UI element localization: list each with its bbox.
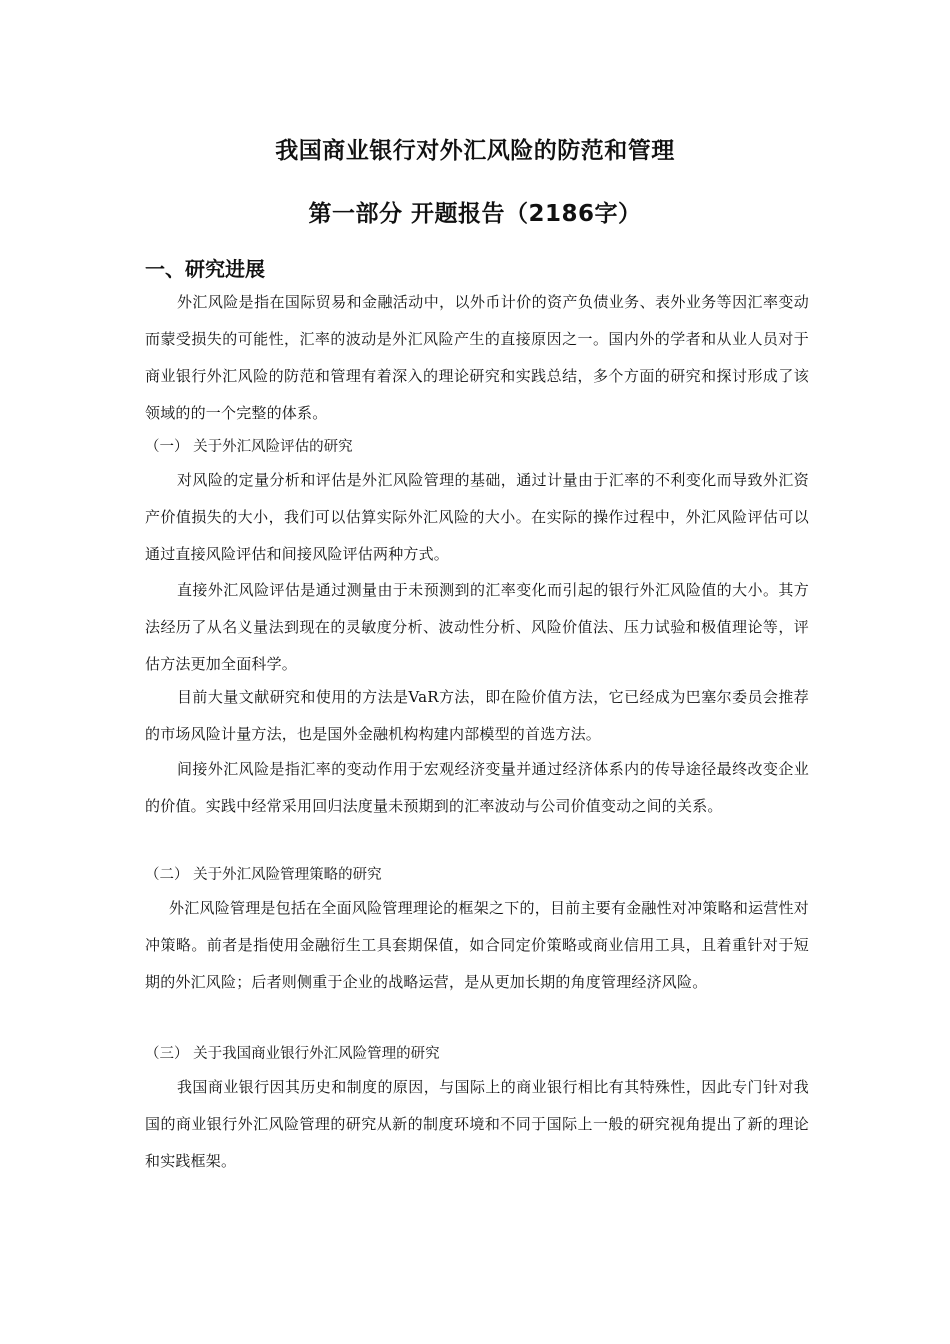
document-title: 我国商业银行对外汇风险的防范和管理 xyxy=(275,138,675,164)
document-subtitle: 第一部分 开题报告（2186字） xyxy=(308,201,642,227)
subsection-1-paragraph-3: 目前大量文献研究和使用的方法是VaR方法，即在险价值方法，它已经成为巴塞尔委员会推荐的市场风险计量方法，也是国外金融机构构建内部模型的首选方法。 xyxy=(145,688,809,743)
subsection-1-paragraph-2: 直接外汇风险评估是通过测量由于未预测到的汇率变化而引起的银行外汇风险值的大小。其方法经历了从名义量法到现在的灵敏度分析、波动性分析、风险价值法、压力试验和极值理论等，评估方法更加全面科学。 xyxy=(145,581,809,673)
subsection-heading-1: （一） 关于外汇风险评估的研究 xyxy=(145,439,353,455)
subsection-heading-2: （二） 关于外汇风险管理策略的研究 xyxy=(145,867,382,883)
intro-paragraph: 外汇风险是指在国际贸易和金融活动中，以外币计价的资产负债业务、表外业务等因汇率变动而蒙受损失的可能性，汇率的波动是外汇风险产生的直接原因之一。国内外的学者和从业人员对于商业银行外汇风险的防范和管理有着深入的理论研究和实践总结，多个方面的研究和探讨形成了该领域的的一个完整的体系。 xyxy=(145,293,809,422)
subsection-2-paragraph-1: 外汇风险管理是包括在全面风险管理理论的框架之下的，目前主要有金融性对冲策略和运营性对冲策略。前者是指使用金融衍生工具套期保值，如合同定价策略或商业信用工具，且着重针对于短期的外汇风险；后者则侧重于企业的战略运营，是从更加长期的角度管理经济风险。 xyxy=(145,899,809,991)
subsection-3-paragraph-1: 我国商业银行因其历史和制度的原因，与国际上的商业银行相比有其特殊性，因此专门针对我国的商业银行外汇风险管理的研究从新的制度环境和不同于国际上一般的研究视角提出了新的理论和实践框架。 xyxy=(145,1078,809,1170)
subsection-heading-3: （三） 关于我国商业银行外汇风险管理的研究 xyxy=(145,1046,440,1062)
section-heading: 一、研究进展 xyxy=(145,257,265,281)
subsection-1-paragraph-1: 对风险的定量分析和评估是外汇风险管理的基础，通过计量由于汇率的不利变化而导致外汇资产价值损失的大小，我们可以估算实际外汇风险的大小。在实际的操作过程中，外汇风险评估可以通过直接风险评估和间接风险评估两种方式。 xyxy=(145,471,809,563)
subsection-1-paragraph-4: 间接外汇风险是指汇率的变动作用于宏观经济变量并通过经济体系内的传导途径最终改变企业的价值。实践中经常采用回归法度量未预期到的汇率波动与公司价值变动之间的关系。 xyxy=(145,760,809,815)
